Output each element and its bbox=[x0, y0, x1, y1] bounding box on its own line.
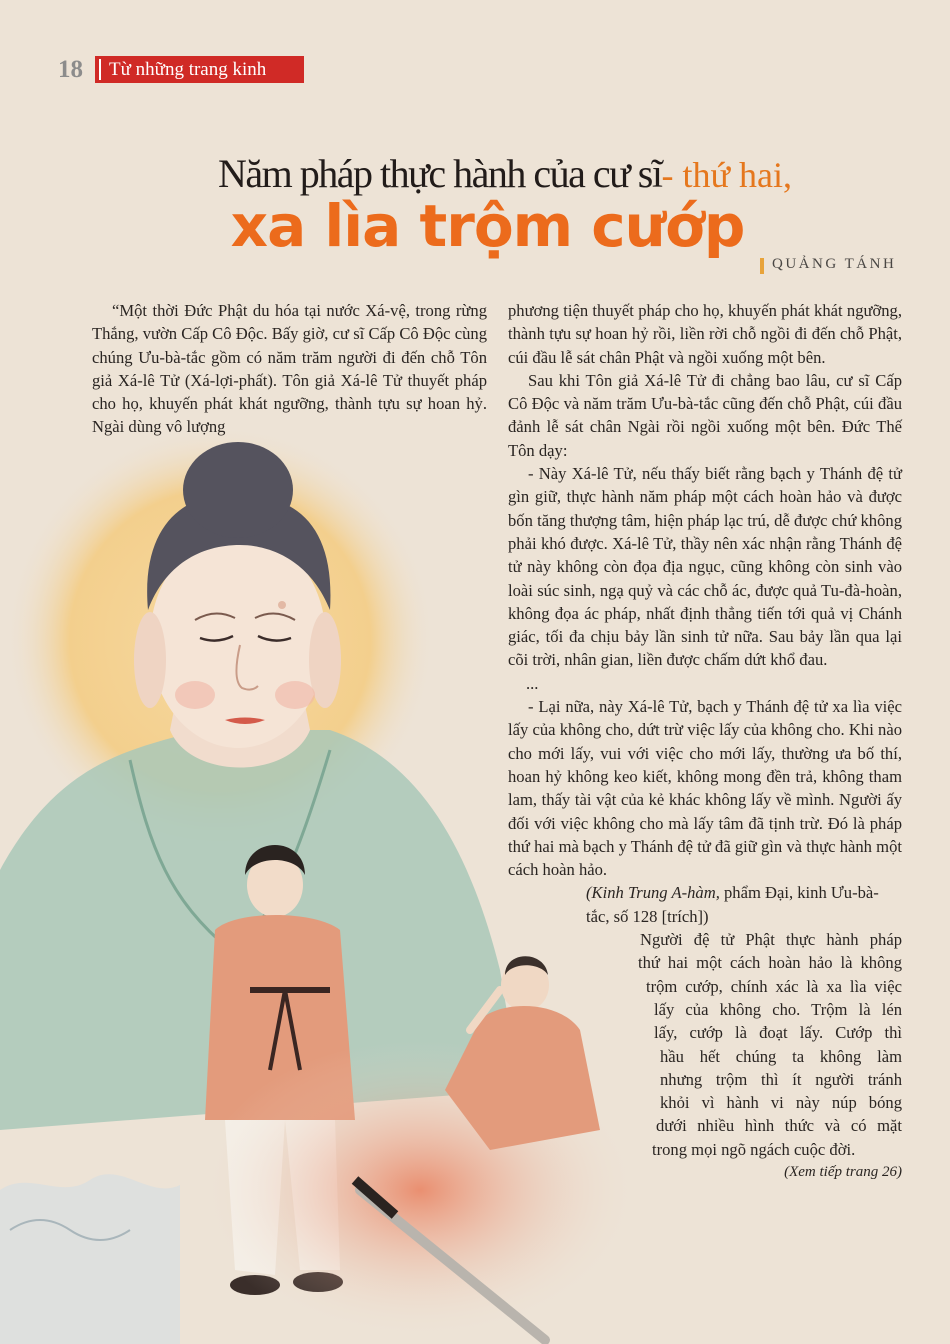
right-column bbox=[508, 299, 902, 1184]
paragraph: Sau khi Tôn giả Xá-lê Tử đi chẳng bao lâu, cư sĩ Cấp Cô Độc và năm trăm Ưu-bà-tắc cũng đến chỗ Phật, cúi đầu đảnh lễ sát chân Ngài rồi ngồi xuống một bên. Đức Thế Tôn dạy: bbox=[508, 370, 902, 460]
continued-note: (Xem tiếp trang 26) bbox=[784, 1163, 902, 1180]
citation-source: (Kinh Trung A-hàm, bbox=[586, 883, 720, 903]
wrapped-paragraph bbox=[508, 928, 902, 1161]
citation bbox=[508, 881, 902, 928]
wrap-line: trộm cướp, chính xác là xa lìa việc bbox=[646, 976, 902, 996]
wrap-line: lấy của không cho. Trộm là lén bbox=[654, 999, 902, 1019]
wrap-line: lấy, cướp là đoạt lấy. Cướp thì bbox=[654, 1023, 902, 1043]
wrap-line: dưới nhiều hình thức và có mặt bbox=[656, 1116, 902, 1136]
paragraph: phương tiện thuyết pháp cho họ, khuyến phát khát ngưỡng, thành tựu sự hoan hỷ rồi, liền rời chỗ ngồi đi đến chỗ Phật, cúi đầu lễ sát chân Phật và ngồi xuống một bên. bbox=[508, 301, 902, 367]
wrap-line: nhưng trộm thì ít người tránh bbox=[660, 1069, 902, 1089]
wrap-line: Người đệ tử Phật thực hành pháp bbox=[640, 930, 902, 950]
section-label: Từ những trang kinh bbox=[95, 56, 304, 83]
left-column bbox=[92, 299, 487, 439]
title-suffix: - thứ hai, bbox=[661, 155, 792, 195]
citation-detail: phẩm Đại, kinh Ưu-bà-tắc, số 128 [trích]) bbox=[586, 883, 879, 926]
page-number: 18 bbox=[58, 56, 83, 83]
intro-paragraph: “Một thời Đức Phật du hóa tại nước Xá-vệ, trong rừng Thắng, vườn Cấp Cô Độc. Bấy giờ, cư sĩ Cấp Cô Độc cùng chúng Ưu-bà-tắc gồm có năm trăm người đi đến chỗ Tôn giả Xá-lê Tử (Xá-lợi-phất). Tôn giả Xá-lê Tử thuyết pháp cho họ, khuyến phát khát ngưỡng, thành tựu sự hoan hỷ. Ngài dùng vô lượng bbox=[92, 301, 487, 437]
wrap-line: khỏi vì hành vi này núp bóng bbox=[660, 1093, 902, 1113]
paragraph: - Này Xá-lê Tử, nếu thấy biết rằng bạch y Thánh đệ tử gìn giữ, thực hành năm pháp một cách hoàn hảo và được bốn tăng thượng tâm, hiện pháp lạc trú, dễ được chứ không phải khó được. Xá-lê Tử, thầy nên xác nhận rằng Thánh đệ tử này không còn đọa địa ngục, cũng không còn sinh vào loài súc sinh, ngạ quỷ và các chỗ ác, được quả Tu-đà-hoàn, không đọa ác pháp, nhất định thẳng tiến tới quả vị Chánh giác, tối đa chịu bảy lần sinh tử nữa. Sau bảy lần qua lại cõi trời, nhân gian, liền được chấm dứt khổ đau. bbox=[508, 464, 902, 670]
article-title-line1 bbox=[0, 150, 950, 197]
wrap-line: trong mọi ngõ ngách cuộc đời. bbox=[652, 1139, 856, 1159]
wrap-line: hầu hết chúng ta không làm bbox=[660, 1046, 902, 1066]
article-title-line2: xa lìa trộm cướp bbox=[230, 192, 745, 260]
author-name: QUẢNG TÁNH bbox=[760, 256, 896, 273]
wrap-line: thứ hai một cách hoàn hảo là không bbox=[638, 953, 902, 973]
title-main: Năm pháp thực hành của cư sĩ bbox=[218, 151, 662, 196]
paragraph: - Lại nữa, này Xá-lê Tử, bạch y Thánh đệ tử xa lìa việc lấy của không cho, dứt trừ việc lấy của không cho. Khi nào cho mới lấy, vui với việc cho mới lấy, thường ưa bố thí, hoan hỷ không keo kiết, không mong đền trả, không tham lam, thấy tài vật của kẻ khác không lấy về mình. Người ấy đối với việc không cho mà lấy tâm đã tịnh trừ. Đó là pháp thứ hai mà bạch y Thánh đệ tử đã giữ gìn và thực hành một cách hoàn hảo. bbox=[508, 697, 902, 880]
ellipsis: ... bbox=[526, 673, 539, 693]
